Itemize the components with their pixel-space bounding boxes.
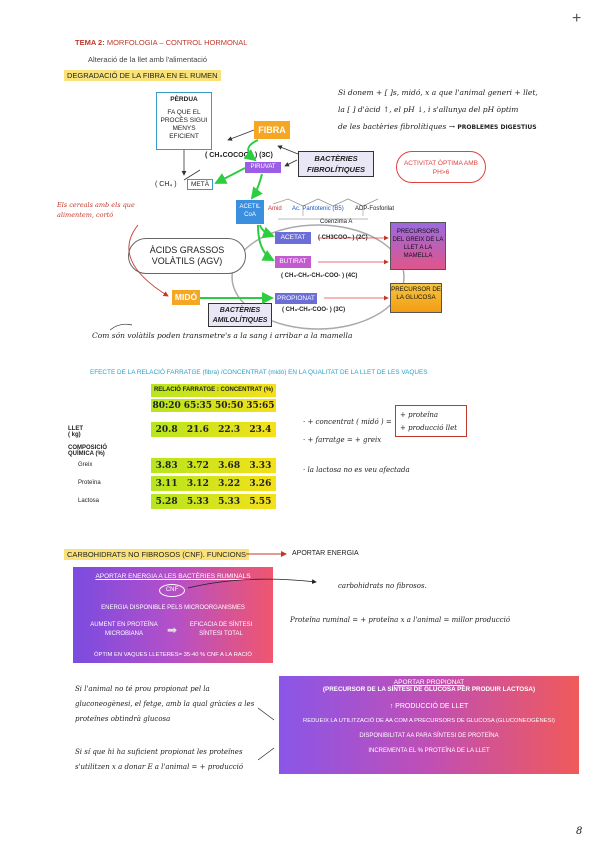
bracket-line1: + proteïna [400, 411, 439, 419]
llet-label: LLET ( kg) [68, 426, 83, 438]
right-note-bold: PROBLEMES DIGESTIUS [457, 124, 537, 131]
ac-pantotenic-label: Ac. Pantotenic (B5) [292, 206, 344, 212]
lactosa-row [151, 494, 276, 509]
cnf-arrow [244, 548, 294, 560]
cnf-box-title: APORTAR ENERGIA A LES BACTÈRIES RUMINALS [95, 573, 251, 580]
ratio-2: 65:35 [183, 400, 213, 411]
perdua-text: FA QUE EL PROCÈS SIGUI MENYS EFICIENT [160, 109, 208, 140]
topic-rest: MORFOLOGIA – CONTROL HORMONAL [106, 38, 248, 47]
produccio-line [279, 703, 579, 710]
ratio-3: 50:50 [214, 400, 244, 411]
proteina-label: Proteïna [78, 480, 101, 486]
llet-2: 21.6 [186, 424, 209, 435]
amid-label: Amid [268, 206, 282, 212]
activitat-optima: ACTIVITAT ÒPTIMA AMB PH>6 [396, 151, 486, 183]
ratio-1: 80:20 [152, 400, 181, 411]
ch4-formula: ( CH₄ ) [155, 181, 177, 188]
redueix-line: REDUEIX LA UTILITZACIÓ DE AA COM A PRECURSORS DE GLUCOSA (GLUCONEOGÈNESI) [303, 718, 555, 724]
produccio-text: PRODUCCIÓ DE LLET [395, 703, 469, 710]
ratio-row [151, 399, 276, 412]
add-page-icon[interactable]: + [572, 10, 582, 27]
ratio-4: 35:65 [246, 400, 275, 411]
llet-3: 22.3 [218, 424, 241, 435]
topic-prefix: TEMA 2: [75, 38, 105, 47]
right-note-line3-text: de les bactèries fibrolítiques → [338, 122, 455, 131]
piruvat-label: PIRUVAT [245, 162, 281, 173]
side-note: Els cereals amb els que alimentem, cortó [57, 201, 135, 219]
cnf-augment: AUMENT EN PROTEÏNA MICROBIANA [90, 622, 158, 637]
propionat-box [279, 676, 579, 774]
llet-4: 23.4 [249, 424, 272, 435]
agv-label: ÀCIDS GRASSOS VOLÀTILS (AGV) [128, 238, 246, 274]
bacteries-amilolitiques: BACTÈRIES AMILOLÍTIQUES [208, 303, 272, 327]
llet-1: 20.8 [155, 424, 178, 435]
adp-label: ADP-Fosforilat [355, 206, 395, 212]
precursors-greix: PRECURSORS DEL GREIX DE LA LLET A LA MAMELLA [390, 222, 446, 270]
incrementa-line: INCREMENTA EL % PROTEÏNA DE LA LLET [368, 748, 490, 754]
acetil-coa: ACETIL CoA [236, 200, 264, 224]
proteina-1: 3.11 [155, 478, 178, 489]
left-note-1: Si l'animal no té prou propionat pel la gluconeogènesi, el fetge, amb la qual gràcies a les proteïnes obtindrà glucosa [75, 685, 255, 723]
greix-label: Greix [78, 462, 93, 468]
fibra-label: FIBRA [254, 121, 290, 139]
bottom-note: Com són volàtils poden transmetre's a la sang i arribar a la mamella [92, 331, 353, 340]
cnf-optim: ÒPTIM EN VAQUES LLETERES= 35-40 % CNF A LA RACIÓ [94, 652, 252, 658]
cnf-note-arrow [186, 570, 326, 600]
greix-1: 3.83 [155, 460, 178, 471]
table-note-2: · + farratge = + greix [303, 436, 382, 444]
composicio-label: COMPOSICIÓ QUÍMICA (%) [68, 445, 108, 457]
table-header: RELACIÓ FARRATGE : CONCENTRAT (%) [151, 384, 276, 397]
diagram-arrows [0, 0, 599, 360]
precursor-glucosa: PRECURSOR DE LA GLUCOSA [390, 283, 442, 313]
lactosa-2: 5.33 [186, 496, 209, 507]
greix-row [151, 458, 276, 473]
table-title: EFECTE DE LA RELACIÓ FARRATGE (fibra) /CONCENTRAT (midó) EN LA QUALITAT DE LA LLET DE LES VAQUES [90, 369, 428, 376]
table-note-1: · + concentrat ( midó ) = [303, 418, 392, 426]
proteina-4: 3.26 [249, 478, 272, 489]
table-bracket [395, 405, 467, 437]
proteina-2: 3.12 [186, 478, 209, 489]
llet-row [151, 422, 276, 437]
proteina-note: Proteïna ruminal = + proteïna x a l'animal = millor producció [290, 616, 511, 624]
propionat-title: APORTAR PROPIONAT [393, 679, 465, 686]
disponibilitat-line: DISPONIBILITAT AA PARA SÍNTESI DE PROTEÏNA [359, 733, 499, 739]
table-note-3: · la lactosa no es veu afectada [303, 466, 410, 474]
greix-3: 3.68 [218, 460, 241, 471]
page-number: 8 [576, 826, 583, 837]
section1-heading: DEGRADACIÓ DE LA FIBRA EN EL RUMEN [64, 70, 221, 81]
subtitle: Alteració de la llet amb l'alimentació [88, 55, 207, 64]
propionat-sub: (PRECURSOR DE LA SÍNTESI DE GLUCOSA PER PRODUIR LACTOSA) [322, 686, 536, 693]
bacteries-fibrolitiques: BACTÈRIES FIBROLÍTIQUES [298, 151, 374, 177]
propionat-label: PROPIONAT [275, 293, 317, 304]
acetat-formula: ( CH3COO– ) (2C) [318, 235, 368, 241]
cnf-heading: CARBOHIDRATS NO FIBROSOS (CNF). FUNCIONS [64, 549, 249, 560]
cnf-arrow-target: APORTAR ENERGIA [292, 550, 359, 557]
coenzima-label: Coenzima A [320, 219, 353, 225]
greix-2: 3.72 [186, 460, 209, 471]
right-note-line1: Si donem + [ ]s, midó, x a que l'animal generi + llet, [338, 88, 538, 97]
butirat-label: BUTIRAT [275, 256, 311, 268]
piruvat-formula: ( CH₃COCOO– ) (3C) [205, 152, 273, 159]
lactosa-4: 5.55 [249, 496, 272, 507]
cnf-oval: CNF [159, 584, 185, 597]
cnf-note: carbohidrats no fibrosos. [338, 582, 427, 590]
perdua-title: PÈRDUA [170, 96, 198, 103]
arrow-up-icon: ↑ [389, 703, 396, 710]
cnf-eficacia: EFICACIA DE SÍNTESI SÍNTESI TOTAL [189, 622, 253, 637]
proteina-3: 3.22 [218, 478, 241, 489]
bracket-line2: + producció llet [400, 424, 458, 432]
mido-label: MIDÓ [172, 290, 200, 305]
meta-label: METÀ [187, 179, 213, 190]
lactosa-label: Lactosa [78, 498, 100, 504]
butirat-formula: ( CH₃-CH₂-CH₂-COO- ) (4C) [281, 273, 358, 279]
cnf-energia: ENERGIA DISPONIBLE PELS MICROORGANISMES [101, 605, 245, 611]
cnf-arrow-right-icon: ➡ [167, 623, 178, 637]
acetat-label: ACETAT [275, 232, 311, 244]
left-note-2: Si sí que hi ha suficient propionat les proteïnes s'utilitzen x a donar E a l'animal = + producció [75, 748, 244, 771]
right-note-line2: la [ ] d'àcid ↑, el pH ↓, i s'allunya del pH òptim [338, 105, 519, 114]
proteina-row [151, 476, 276, 491]
left-note-arrows [256, 700, 280, 770]
propionat-formula: ( CH₃-CH₂-COO- ) (3C) [282, 307, 346, 313]
greix-4: 3.33 [249, 460, 272, 471]
lactosa-3: 5.33 [218, 496, 241, 507]
lactosa-1: 5.28 [155, 496, 178, 507]
